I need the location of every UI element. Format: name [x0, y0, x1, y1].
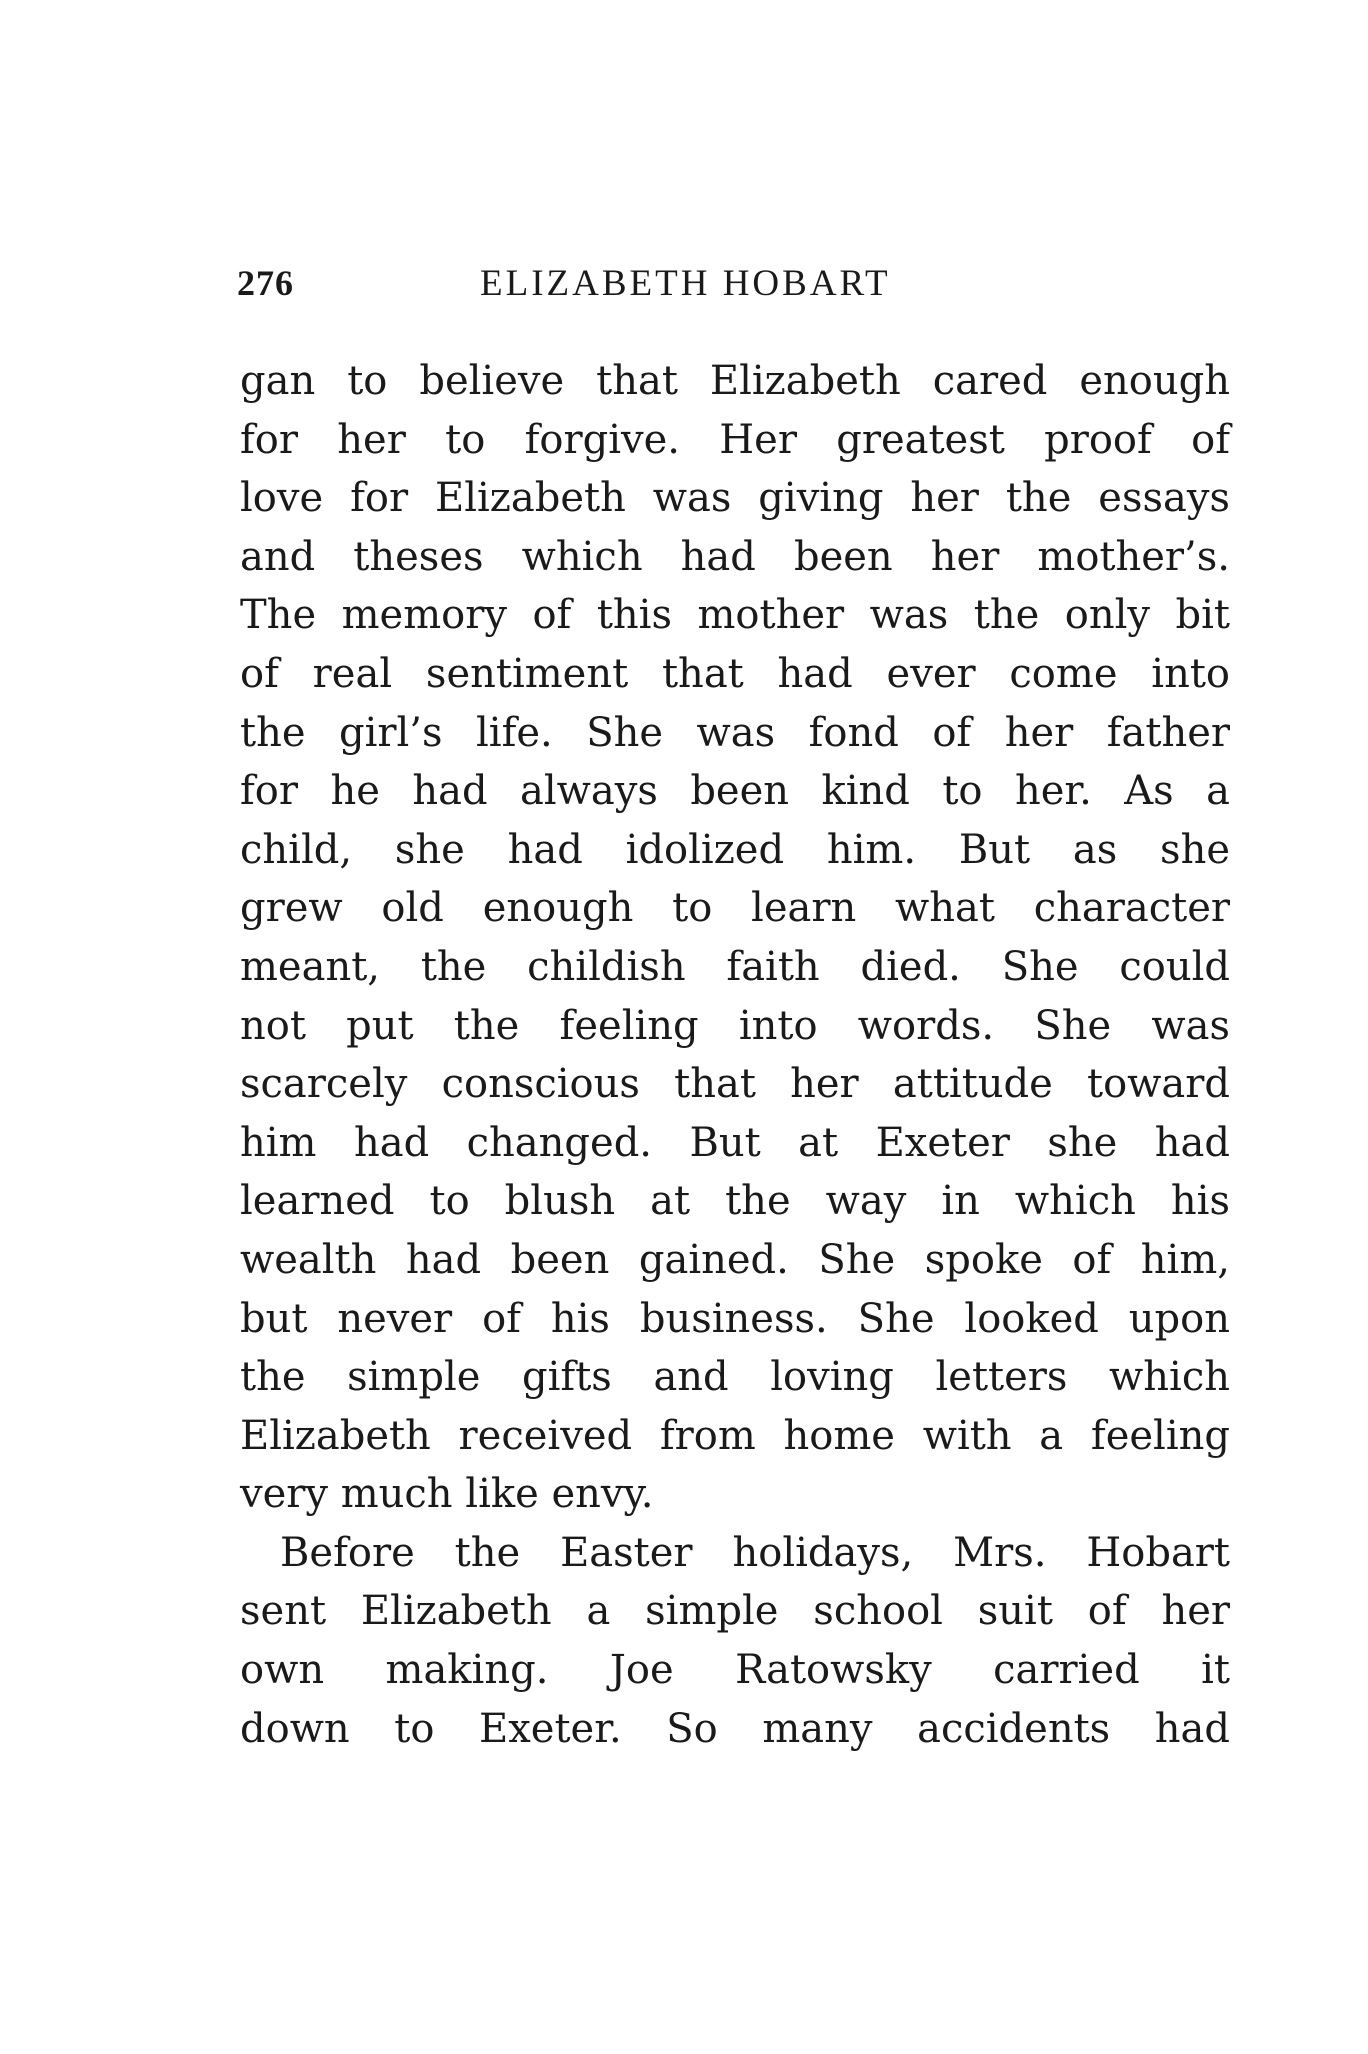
text-line: for her to forgive. Her greatest proof of — [240, 416, 1230, 463]
text-line: The memory of this mother was the only bit — [240, 592, 1230, 639]
text-line: Elizabeth received from home with a feeling — [240, 1412, 1230, 1459]
page-number: 276 — [237, 263, 294, 303]
text-line: of real sentiment that had ever come into — [240, 650, 1230, 697]
text-line: meant, the childish faith died. She could — [240, 943, 1230, 990]
text-line: for he had always been kind to her. As a — [240, 768, 1230, 815]
text-line: scarcely conscious that her attitude toward — [240, 1061, 1230, 1108]
text-line: the simple gifts and loving letters which — [240, 1354, 1230, 1401]
text-line: him had changed. But at Exeter she had — [240, 1119, 1230, 1166]
text-line: and theses which had been her mother’s. — [240, 533, 1230, 580]
text-line: wealth had been gained. She spoke of him, — [240, 1236, 1230, 1283]
text-line: the girl’s life. She was fond of her father — [240, 709, 1230, 756]
paragraph-end-line: very much like envy. — [240, 1471, 654, 1518]
text-line: own making. Joe Ratowsky carried it — [240, 1647, 1230, 1694]
text-line: love for Elizabeth was giving her the essays — [240, 475, 1230, 522]
text-line: gan to believe that Elizabeth cared enough — [240, 358, 1230, 404]
text-line: sent Elizabeth a simple school suit of her — [240, 1588, 1230, 1635]
text-line: down to Exeter. So many accidents had — [240, 1705, 1230, 1752]
text-line: child, she had idolized him. But as she — [240, 826, 1230, 873]
page-header — [237, 262, 1227, 322]
text-line: not put the feeling into words. She was — [240, 1002, 1230, 1049]
text-line: grew old enough to learn what character — [240, 885, 1230, 932]
paragraph-start-line: Before the Easter holidays, Mrs. Hobart — [280, 1529, 1230, 1576]
text-line: but never of his business. She looked upon — [240, 1295, 1230, 1342]
running-head: ELIZABETH HOBART — [480, 263, 891, 304]
body-text — [240, 352, 1230, 1758]
text-line: learned to blush at the way in which his — [240, 1178, 1230, 1225]
